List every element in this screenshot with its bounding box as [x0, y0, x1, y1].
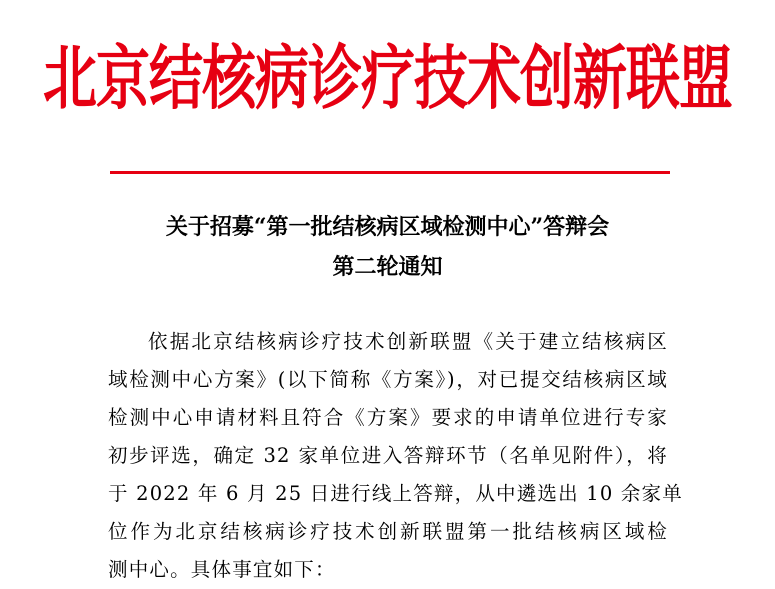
- notice-body: [108, 323, 683, 589]
- body-line: 于 2022 年 6 月 25 日进行线上答辩，从中遴选出 10 余家单: [108, 482, 683, 505]
- body-line: 测中心。具体事宜如下：: [108, 558, 336, 581]
- masthead-divider: [110, 171, 670, 174]
- notice-title-line-2: 第二轮通知: [332, 254, 443, 280]
- body-line: 依据北京结核病诊疗技术创新联盟《关于建立结核病区: [148, 330, 668, 353]
- notice-title-line-1: 关于招募“第一批结核病区域检测中心”答辩会: [165, 214, 610, 240]
- body-line: 域检测中心方案》(以下简称《方案》)，对已提交结核病区域: [108, 368, 668, 391]
- body-line: 位作为北京结核病诊疗技术创新联盟第一批结核病区域检: [108, 520, 668, 543]
- organization-masthead: 北京结核病诊疗技术创新联盟: [43, 38, 732, 119]
- body-line: 检测中心申请材料且符合《方案》要求的申请单位进行专家: [108, 406, 668, 429]
- body-line: 初步评选，确定 32 家单位进入答辩环节（名单见附件），将: [108, 444, 668, 467]
